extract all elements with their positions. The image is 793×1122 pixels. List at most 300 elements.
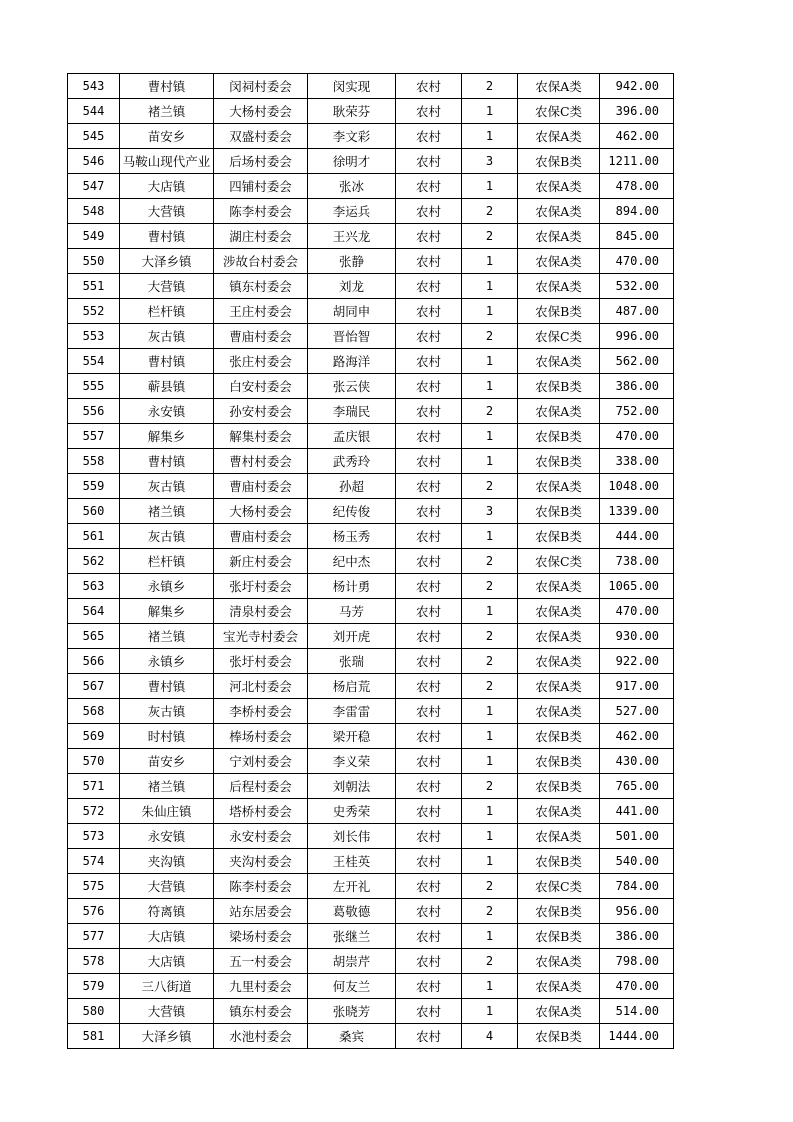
cell-no: 568 <box>68 699 120 724</box>
cell-area: 农村 <box>396 924 462 949</box>
cell-no: 575 <box>68 874 120 899</box>
cell-name: 王桂英 <box>308 849 396 874</box>
cell-category: 农保A类 <box>518 474 600 499</box>
cell-area: 农村 <box>396 574 462 599</box>
cell-no: 565 <box>68 624 120 649</box>
cell-count: 2 <box>462 949 518 974</box>
cell-amount: 470.00 <box>600 599 674 624</box>
cell-amount: 784.00 <box>600 874 674 899</box>
cell-area: 农村 <box>396 74 462 99</box>
cell-town: 苗安乡 <box>120 749 214 774</box>
cell-village: 张圩村委会 <box>214 649 308 674</box>
cell-category: 农保A类 <box>518 74 600 99</box>
cell-name: 武秀玲 <box>308 449 396 474</box>
cell-area: 农村 <box>396 949 462 974</box>
cell-count: 2 <box>462 574 518 599</box>
cell-area: 农村 <box>396 174 462 199</box>
cell-count: 1 <box>462 349 518 374</box>
cell-no: 557 <box>68 424 120 449</box>
cell-name: 晋怡智 <box>308 324 396 349</box>
cell-no: 548 <box>68 199 120 224</box>
cell-category: 农保B类 <box>518 499 600 524</box>
cell-village: 曹庙村委会 <box>214 524 308 549</box>
cell-village: 闵祠村委会 <box>214 74 308 99</box>
cell-town: 曹村镇 <box>120 224 214 249</box>
cell-category: 农保B类 <box>518 899 600 924</box>
cell-no: 571 <box>68 774 120 799</box>
cell-area: 农村 <box>396 724 462 749</box>
cell-category: 农保A类 <box>518 574 600 599</box>
cell-amount: 386.00 <box>600 924 674 949</box>
cell-no: 579 <box>68 974 120 999</box>
cell-area: 农村 <box>396 299 462 324</box>
cell-name: 闵实现 <box>308 74 396 99</box>
cell-no: 576 <box>68 899 120 924</box>
cell-count: 3 <box>462 149 518 174</box>
table-row <box>68 499 674 524</box>
cell-village: 站东居委会 <box>214 899 308 924</box>
cell-name: 张晓芳 <box>308 999 396 1024</box>
cell-count: 1 <box>462 599 518 624</box>
cell-count: 1 <box>462 124 518 149</box>
cell-town: 蕲县镇 <box>120 374 214 399</box>
cell-no: 552 <box>68 299 120 324</box>
cell-category: 农保A类 <box>518 274 600 299</box>
cell-town: 大店镇 <box>120 949 214 974</box>
table-row <box>68 949 674 974</box>
cell-name: 张继兰 <box>308 924 396 949</box>
cell-count: 1 <box>462 299 518 324</box>
table-row <box>68 474 674 499</box>
cell-town: 大店镇 <box>120 924 214 949</box>
cell-village: 九里村委会 <box>214 974 308 999</box>
cell-area: 农村 <box>396 674 462 699</box>
cell-area: 农村 <box>396 324 462 349</box>
table-row <box>68 924 674 949</box>
cell-area: 农村 <box>396 399 462 424</box>
cell-area: 农村 <box>396 449 462 474</box>
cell-amount: 386.00 <box>600 374 674 399</box>
cell-name: 刘龙 <box>308 274 396 299</box>
cell-category: 农保B类 <box>518 749 600 774</box>
cell-count: 2 <box>462 624 518 649</box>
cell-town: 永镇乡 <box>120 649 214 674</box>
cell-no: 563 <box>68 574 120 599</box>
cell-name: 耿荣芬 <box>308 99 396 124</box>
cell-amount: 527.00 <box>600 699 674 724</box>
cell-town: 大营镇 <box>120 874 214 899</box>
cell-name: 张云侠 <box>308 374 396 399</box>
cell-town: 曹村镇 <box>120 449 214 474</box>
table-row <box>68 124 674 149</box>
cell-area: 农村 <box>396 524 462 549</box>
cell-amount: 765.00 <box>600 774 674 799</box>
table-row <box>68 749 674 774</box>
cell-category: 农保B类 <box>518 1024 600 1049</box>
cell-name: 马芳 <box>308 599 396 624</box>
cell-no: 543 <box>68 74 120 99</box>
cell-name: 何友兰 <box>308 974 396 999</box>
cell-town: 曹村镇 <box>120 674 214 699</box>
table-row <box>68 449 674 474</box>
table-row <box>68 99 674 124</box>
cell-village: 陈李村委会 <box>214 874 308 899</box>
cell-count: 1 <box>462 449 518 474</box>
cell-name: 李文彩 <box>308 124 396 149</box>
cell-town: 大泽乡镇 <box>120 1024 214 1049</box>
table-row <box>68 974 674 999</box>
cell-amount: 470.00 <box>600 974 674 999</box>
cell-no: 559 <box>68 474 120 499</box>
cell-count: 2 <box>462 474 518 499</box>
cell-category: 农保B类 <box>518 724 600 749</box>
cell-amount: 942.00 <box>600 74 674 99</box>
cell-name: 孟庆银 <box>308 424 396 449</box>
cell-amount: 430.00 <box>600 749 674 774</box>
cell-village: 张庄村委会 <box>214 349 308 374</box>
cell-category: 农保A类 <box>518 999 600 1024</box>
cell-town: 栏杆镇 <box>120 299 214 324</box>
cell-town: 褚兰镇 <box>120 499 214 524</box>
cell-category: 农保C类 <box>518 99 600 124</box>
table-row <box>68 874 674 899</box>
cell-village: 宁刘村委会 <box>214 749 308 774</box>
cell-area: 农村 <box>396 99 462 124</box>
cell-category: 农保A类 <box>518 599 600 624</box>
cell-amount: 956.00 <box>600 899 674 924</box>
cell-village: 五一村委会 <box>214 949 308 974</box>
cell-count: 1 <box>462 999 518 1024</box>
cell-count: 2 <box>462 774 518 799</box>
table-row <box>68 999 674 1024</box>
cell-area: 农村 <box>396 749 462 774</box>
cell-amount: 845.00 <box>600 224 674 249</box>
table-row <box>68 649 674 674</box>
cell-area: 农村 <box>396 874 462 899</box>
cell-village: 涉故台村委会 <box>214 249 308 274</box>
cell-category: 农保A类 <box>518 399 600 424</box>
cell-no: 544 <box>68 99 120 124</box>
cell-count: 1 <box>462 749 518 774</box>
cell-village: 塔桥村委会 <box>214 799 308 824</box>
cell-town: 大营镇 <box>120 274 214 299</box>
table-row <box>68 324 674 349</box>
table-row <box>68 274 674 299</box>
cell-area: 农村 <box>396 549 462 574</box>
cell-name: 胡崇芹 <box>308 949 396 974</box>
cell-town: 褚兰镇 <box>120 624 214 649</box>
cell-amount: 996.00 <box>600 324 674 349</box>
cell-village: 棒场村委会 <box>214 724 308 749</box>
cell-amount: 396.00 <box>600 99 674 124</box>
cell-name: 刘长伟 <box>308 824 396 849</box>
cell-count: 2 <box>462 199 518 224</box>
cell-village: 曹村村委会 <box>214 449 308 474</box>
cell-count: 2 <box>462 549 518 574</box>
cell-no: 567 <box>68 674 120 699</box>
cell-count: 1 <box>462 924 518 949</box>
table-row <box>68 699 674 724</box>
cell-name: 张静 <box>308 249 396 274</box>
cell-category: 农保A类 <box>518 824 600 849</box>
cell-area: 农村 <box>396 899 462 924</box>
cell-name: 杨启荒 <box>308 674 396 699</box>
cell-name: 桑宾 <box>308 1024 396 1049</box>
cell-area: 农村 <box>396 249 462 274</box>
cell-category: 农保C类 <box>518 324 600 349</box>
cell-village: 孙安村委会 <box>214 399 308 424</box>
table-row <box>68 299 674 324</box>
cell-town: 永安镇 <box>120 399 214 424</box>
table-row <box>68 349 674 374</box>
cell-village: 清泉村委会 <box>214 599 308 624</box>
table-row <box>68 674 674 699</box>
cell-name: 左开礼 <box>308 874 396 899</box>
cell-name: 李运兵 <box>308 199 396 224</box>
cell-category: 农保C类 <box>518 549 600 574</box>
cell-town: 褚兰镇 <box>120 774 214 799</box>
cell-town: 解集乡 <box>120 599 214 624</box>
table-row <box>68 424 674 449</box>
cell-count: 1 <box>462 424 518 449</box>
cell-town: 三八街道 <box>120 974 214 999</box>
cell-town: 马鞍山现代产业 <box>120 149 214 174</box>
cell-category: 农保B类 <box>518 149 600 174</box>
table-row <box>68 74 674 99</box>
cell-count: 1 <box>462 849 518 874</box>
cell-category: 农保A类 <box>518 949 600 974</box>
cell-amount: 894.00 <box>600 199 674 224</box>
cell-amount: 462.00 <box>600 724 674 749</box>
cell-area: 农村 <box>396 224 462 249</box>
table-row <box>68 224 674 249</box>
cell-category: 农保A类 <box>518 174 600 199</box>
cell-no: 549 <box>68 224 120 249</box>
cell-amount: 444.00 <box>600 524 674 549</box>
table-row <box>68 199 674 224</box>
cell-town: 栏杆镇 <box>120 549 214 574</box>
cell-village: 夹沟村委会 <box>214 849 308 874</box>
cell-name: 李瑞民 <box>308 399 396 424</box>
cell-village: 新庄村委会 <box>214 549 308 574</box>
cell-name: 史秀荣 <box>308 799 396 824</box>
cell-town: 大店镇 <box>120 174 214 199</box>
cell-amount: 470.00 <box>600 424 674 449</box>
cell-count: 3 <box>462 499 518 524</box>
cell-category: 农保A类 <box>518 674 600 699</box>
cell-village: 宝光寺村委会 <box>214 624 308 649</box>
cell-village: 后程村委会 <box>214 774 308 799</box>
table-row <box>68 724 674 749</box>
cell-town: 符离镇 <box>120 899 214 924</box>
cell-count: 2 <box>462 224 518 249</box>
cell-area: 农村 <box>396 974 462 999</box>
cell-no: 566 <box>68 649 120 674</box>
cell-category: 农保B类 <box>518 849 600 874</box>
cell-amount: 922.00 <box>600 649 674 674</box>
table-row <box>68 824 674 849</box>
cell-no: 547 <box>68 174 120 199</box>
table-row <box>68 624 674 649</box>
cell-area: 农村 <box>396 849 462 874</box>
cell-area: 农村 <box>396 499 462 524</box>
cell-area: 农村 <box>396 649 462 674</box>
cell-amount: 798.00 <box>600 949 674 974</box>
cell-village: 李桥村委会 <box>214 699 308 724</box>
cell-town: 大泽乡镇 <box>120 249 214 274</box>
cell-town: 灰古镇 <box>120 474 214 499</box>
cell-count: 2 <box>462 74 518 99</box>
cell-area: 农村 <box>396 274 462 299</box>
cell-count: 1 <box>462 724 518 749</box>
cell-category: 农保A类 <box>518 249 600 274</box>
table-row <box>68 549 674 574</box>
cell-amount: 487.00 <box>600 299 674 324</box>
cell-no: 553 <box>68 324 120 349</box>
cell-name: 徐明才 <box>308 149 396 174</box>
cell-no: 558 <box>68 449 120 474</box>
cell-amount: 462.00 <box>600 124 674 149</box>
cell-count: 1 <box>462 174 518 199</box>
table-row <box>68 1024 674 1049</box>
cell-town: 大营镇 <box>120 199 214 224</box>
table-body <box>68 74 674 1049</box>
cell-name: 刘朝法 <box>308 774 396 799</box>
cell-no: 545 <box>68 124 120 149</box>
cell-town: 夹沟镇 <box>120 849 214 874</box>
cell-count: 1 <box>462 824 518 849</box>
cell-area: 农村 <box>396 124 462 149</box>
cell-town: 朱仙庄镇 <box>120 799 214 824</box>
table-row <box>68 399 674 424</box>
cell-town: 灰古镇 <box>120 524 214 549</box>
cell-count: 2 <box>462 874 518 899</box>
cell-name: 葛敬德 <box>308 899 396 924</box>
cell-no: 572 <box>68 799 120 824</box>
cell-village: 双盛村委会 <box>214 124 308 149</box>
cell-area: 农村 <box>396 424 462 449</box>
cell-area: 农村 <box>396 824 462 849</box>
cell-category: 农保A类 <box>518 649 600 674</box>
cell-category: 农保B类 <box>518 424 600 449</box>
cell-count: 1 <box>462 524 518 549</box>
cell-area: 农村 <box>396 1024 462 1049</box>
cell-count: 2 <box>462 899 518 924</box>
cell-village: 曹庙村委会 <box>214 324 308 349</box>
cell-category: 农保B类 <box>518 299 600 324</box>
table-row <box>68 374 674 399</box>
cell-village: 大杨村委会 <box>214 99 308 124</box>
cell-name: 张瑞 <box>308 649 396 674</box>
cell-category: 农保A类 <box>518 224 600 249</box>
cell-no: 581 <box>68 1024 120 1049</box>
cell-town: 时村镇 <box>120 724 214 749</box>
cell-village: 永安村委会 <box>214 824 308 849</box>
cell-category: 农保B类 <box>518 524 600 549</box>
cell-count: 1 <box>462 374 518 399</box>
cell-town: 永安镇 <box>120 824 214 849</box>
cell-amount: 1065.00 <box>600 574 674 599</box>
cell-name: 张冰 <box>308 174 396 199</box>
cell-no: 551 <box>68 274 120 299</box>
cell-name: 纪传俊 <box>308 499 396 524</box>
cell-name: 王兴龙 <box>308 224 396 249</box>
table-row <box>68 574 674 599</box>
cell-category: 农保A类 <box>518 349 600 374</box>
cell-category: 农保C类 <box>518 874 600 899</box>
cell-no: 574 <box>68 849 120 874</box>
cell-amount: 338.00 <box>600 449 674 474</box>
cell-town: 曹村镇 <box>120 74 214 99</box>
cell-category: 农保A类 <box>518 699 600 724</box>
cell-village: 梁场村委会 <box>214 924 308 949</box>
cell-village: 镇东村委会 <box>214 999 308 1024</box>
cell-town: 灰古镇 <box>120 324 214 349</box>
cell-area: 农村 <box>396 774 462 799</box>
cell-town: 大营镇 <box>120 999 214 1024</box>
cell-count: 1 <box>462 99 518 124</box>
cell-amount: 470.00 <box>600 249 674 274</box>
cell-no: 554 <box>68 349 120 374</box>
cell-category: 农保A类 <box>518 124 600 149</box>
cell-amount: 540.00 <box>600 849 674 874</box>
table-row <box>68 774 674 799</box>
cell-amount: 514.00 <box>600 999 674 1024</box>
cell-category: 农保B类 <box>518 774 600 799</box>
cell-count: 2 <box>462 399 518 424</box>
cell-category: 农保A类 <box>518 199 600 224</box>
cell-name: 纪中杰 <box>308 549 396 574</box>
cell-area: 农村 <box>396 199 462 224</box>
cell-name: 李雷雷 <box>308 699 396 724</box>
cell-count: 1 <box>462 974 518 999</box>
cell-amount: 441.00 <box>600 799 674 824</box>
cell-count: 1 <box>462 249 518 274</box>
cell-area: 农村 <box>396 374 462 399</box>
cell-no: 562 <box>68 549 120 574</box>
cell-no: 569 <box>68 724 120 749</box>
cell-category: 农保B类 <box>518 374 600 399</box>
cell-count: 1 <box>462 799 518 824</box>
cell-area: 农村 <box>396 699 462 724</box>
table-row <box>68 899 674 924</box>
cell-count: 2 <box>462 649 518 674</box>
table-row <box>68 599 674 624</box>
cell-no: 550 <box>68 249 120 274</box>
cell-village: 白安村委会 <box>214 374 308 399</box>
cell-category: 农保A类 <box>518 624 600 649</box>
cell-village: 湖庄村委会 <box>214 224 308 249</box>
cell-town: 褚兰镇 <box>120 99 214 124</box>
cell-count: 1 <box>462 274 518 299</box>
table-row <box>68 524 674 549</box>
cell-area: 农村 <box>396 799 462 824</box>
cell-amount: 532.00 <box>600 274 674 299</box>
cell-no: 578 <box>68 949 120 974</box>
cell-count: 1 <box>462 699 518 724</box>
cell-village: 张圩村委会 <box>214 574 308 599</box>
cell-village: 曹庙村委会 <box>214 474 308 499</box>
cell-name: 杨玉秀 <box>308 524 396 549</box>
cell-amount: 562.00 <box>600 349 674 374</box>
cell-amount: 1339.00 <box>600 499 674 524</box>
cell-amount: 930.00 <box>600 624 674 649</box>
cell-no: 580 <box>68 999 120 1024</box>
cell-amount: 501.00 <box>600 824 674 849</box>
cell-category: 农保A类 <box>518 974 600 999</box>
cell-count: 4 <box>462 1024 518 1049</box>
cell-area: 农村 <box>396 149 462 174</box>
